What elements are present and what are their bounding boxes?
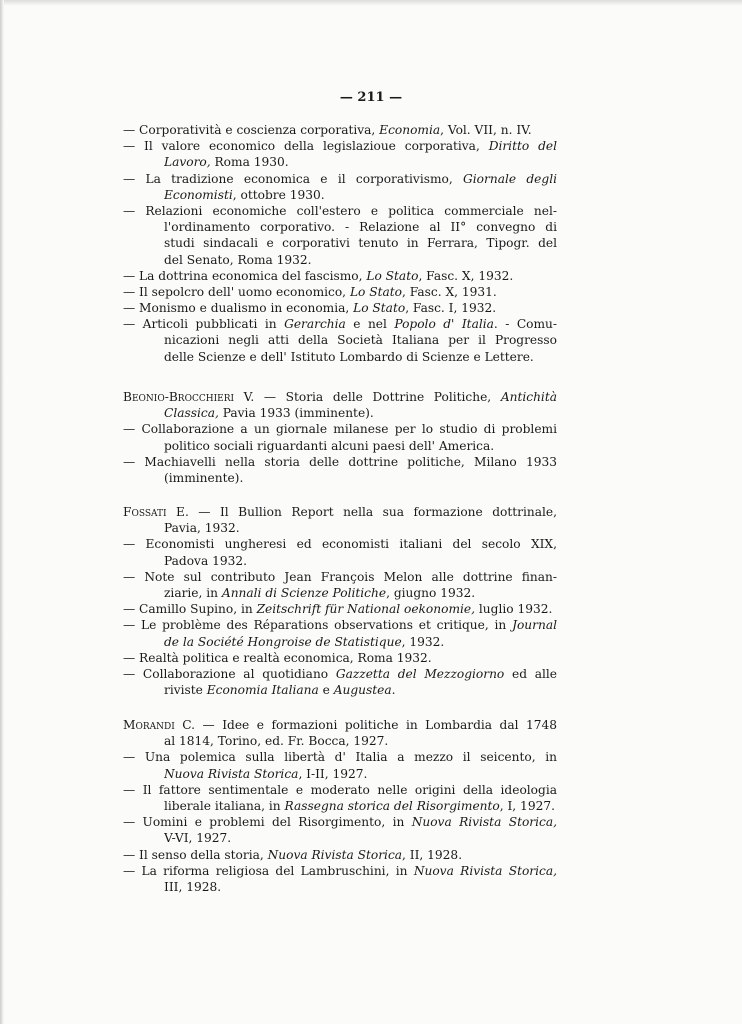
bibliography-entry (123, 268, 557, 284)
entry-line (164, 405, 557, 421)
entry-text: , Vol. VII, n. IV. (440, 123, 532, 137)
entry-text: — Collaborazione a un giornale milanese per lo studio di problemi (123, 422, 557, 437)
entry-line (123, 316, 557, 332)
publication-title: Augustea (333, 683, 392, 698)
entry-text: . (391, 683, 396, 698)
bibliography-entry (123, 569, 557, 601)
bibliography-section-fossati (123, 504, 557, 698)
entry-text: , I, 1927. (499, 798, 555, 813)
entry-text: — Note sul contributo Jean François Melon alle dottrine finan- (123, 569, 557, 584)
entry-text: del Senato, Roma 1932. (164, 252, 312, 267)
entry-line (123, 782, 557, 798)
entry-text: , Fasc. X, 1932. (418, 268, 514, 283)
entry-line (123, 138, 557, 154)
entry-text: — Collaborazione al quotidiano (123, 666, 336, 681)
entry-text: — Uomini e problemi del Risorgimento, in (123, 815, 412, 830)
entry-text: , 1932. (401, 634, 445, 649)
entry-line (123, 203, 557, 219)
entry-text: , II, 1928. (402, 847, 463, 862)
entry-text: luglio 1932. (475, 602, 553, 617)
bibliography-entry (123, 814, 557, 846)
entry-line (123, 421, 557, 437)
entry-line (164, 154, 557, 170)
bibliography-entry (123, 421, 557, 453)
bibliography-entry (123, 284, 557, 300)
entry-text: politico sociali riguardanti alcuni paesi dell' America. (164, 438, 495, 453)
publication-title: Economia Italiana (206, 683, 319, 698)
entry-text: V. — Storia delle Dottrine Politiche, (234, 390, 501, 404)
entry-text: e nel (345, 317, 395, 332)
bibliography-entry (123, 300, 557, 316)
entry-text: — La tradizione economica e il corporativismo, (123, 171, 464, 186)
entry-text: — Camillo Supino, in (123, 602, 257, 617)
entry-line (123, 617, 557, 633)
entry-text: ed alle (504, 666, 557, 681)
bibliography-entry (123, 847, 557, 863)
publication-title: Annali di Scienze Politiche (221, 585, 387, 600)
entry-line (123, 847, 557, 863)
entry-line (164, 252, 557, 268)
publication-title: Diritto del (488, 139, 557, 154)
entry-text: , I-II, 1927. (298, 766, 368, 781)
bibliography-entry (123, 138, 557, 170)
bibliography-entry (123, 203, 557, 268)
publication-title: Classica, (164, 406, 219, 421)
entry-text: , Fasc. I, 1932. (405, 301, 497, 316)
entry-line (123, 284, 557, 300)
entry-text: Roma 1930. (210, 155, 289, 170)
publication-title: Economisti (164, 187, 233, 202)
bibliography-entry (123, 389, 557, 421)
entry-line (164, 349, 557, 365)
entry-line (123, 650, 557, 666)
entry-text: Pavia 1933 (imminente). (218, 406, 374, 421)
entry-text: III, 1928. (164, 879, 222, 894)
entry-line (123, 569, 557, 585)
entry-line (164, 332, 557, 348)
entry-line (164, 634, 557, 650)
publication-title: Nuova Rivista Storica (164, 766, 299, 781)
publication-title: Lavoro, (164, 155, 211, 170)
publication-title: Journal (512, 618, 557, 633)
entry-text: C. — Idee e formazioni politiche in Lombardia dal 1748 (174, 718, 557, 732)
entry-line (164, 830, 557, 846)
bibliography-entry (123, 749, 557, 781)
entry-text: delle Scienze e dell' Istituto Lombardo di Scienze e Lettere. (164, 349, 534, 364)
entry-text: — Machiavelli nella storia delle dottrine politiche, Milano 1933 (123, 454, 557, 469)
entry-text: Padova 1932. (164, 553, 247, 568)
entry-text: , giugno 1932. (386, 585, 476, 600)
publication-title: Lo Stato (366, 268, 419, 283)
entry-line (123, 389, 557, 405)
bibliography-entry (123, 316, 557, 365)
entry-line (123, 536, 557, 552)
publication-title: Nuova Rivista Storica, (413, 863, 557, 878)
publication-title: Lo Stato (353, 301, 406, 316)
entry-text: — La dottrina economica del fascismo, (123, 268, 367, 283)
entry-text: ziarie, in (164, 585, 222, 600)
entry-text: — Realtà politica e realtà economica, Roma 1932. (123, 650, 432, 665)
entry-line (164, 879, 557, 895)
entry-text: — Il fattore sentimentale e moderato nelle origini della ideologia (123, 782, 557, 797)
entry-line (164, 682, 557, 698)
entry-line (123, 749, 557, 765)
publication-title: Gerarchia (284, 317, 346, 332)
entry-line (164, 438, 557, 454)
entry-text: — Una polemica sulla libertà d' Italia a mezzo il seicento, in (123, 750, 557, 765)
entry-text: studi sindacali e corporativi tenuto in Ferrara, Tipogr. del (164, 236, 557, 251)
entry-line (123, 863, 557, 879)
entry-line (123, 268, 557, 284)
bibliography-entry (123, 782, 557, 814)
publication-title: Zeitschrift für National oekonomie, (256, 602, 476, 617)
entry-line (123, 814, 557, 830)
entry-text: nicazioni negli atti della Società Italiana per il Progresso (164, 333, 557, 348)
entry-line (123, 666, 557, 682)
entry-text: — Il sepolcro dell' uomo economico, (123, 284, 350, 299)
bibliography-entry (123, 863, 557, 895)
entry-text: E. — Il Bullion Report nella sua formazione dottrinale, (166, 505, 557, 519)
entry-text: Pavia, 1932. (164, 521, 240, 536)
bibliography-entry (123, 617, 557, 649)
entry-line (123, 122, 557, 138)
bibliography-entry (123, 504, 557, 536)
entry-text: e (318, 683, 334, 698)
entry-line (123, 171, 557, 187)
entry-line (164, 553, 557, 569)
bibliography-entry (123, 122, 557, 138)
publication-title: Lo Stato (349, 284, 402, 299)
entry-text: — Il senso della storia, (123, 847, 268, 862)
bibliography-section-1 (123, 122, 557, 365)
bibliography-entry (123, 454, 557, 486)
entry-text: , Fasc. X, 1931. (402, 284, 497, 299)
entry-line (164, 733, 557, 749)
entry-line (164, 766, 557, 782)
bibliography-entry (123, 601, 557, 617)
entry-text: — Relazioni economiche coll'estero e politica commerciale nel- (123, 203, 557, 218)
entry-text: — Economisti ungheresi ed economisti italiani del secolo XIX, (123, 537, 557, 552)
publication-title: Nuova Rivista Storica, (411, 815, 557, 830)
entry-text: V-VI, 1927. (164, 831, 232, 846)
bibliography-section-morandi (123, 717, 557, 895)
entry-line (123, 717, 557, 733)
entry-line (123, 300, 557, 316)
entry-text: , ottobre 1930. (232, 187, 325, 202)
publication-title: Nuova Rivista Storica (267, 847, 403, 862)
entry-line (164, 470, 557, 486)
entry-line (164, 235, 557, 251)
entry-text: riviste (164, 683, 207, 698)
publication-title: Giornale degli (463, 171, 557, 186)
entry-text: — Il valore economico della legislazioue corporativa, (123, 139, 489, 154)
publication-title: Antichità (500, 390, 557, 404)
bibliography-entry (123, 650, 557, 666)
entry-line (164, 585, 557, 601)
author-name: Morandi (123, 718, 175, 732)
entry-text: — Corporatività e coscienza corporativa, (123, 123, 380, 137)
bibliography-section-beonio-brocchieri (123, 389, 557, 486)
entry-line (123, 504, 557, 520)
entry-line (164, 187, 557, 203)
entry-text: al 1814, Torino, ed. Fr. Bocca, 1927. (164, 734, 389, 749)
entry-text: — Articoli pubblicati in (123, 317, 285, 332)
entry-line (123, 454, 557, 470)
entry-text: . - Comu- (493, 317, 557, 332)
entry-text: — Monismo e dualismo in economia, (123, 301, 354, 316)
entry-text: — La riforma religiosa del Lambruschini, in (123, 863, 414, 878)
author-name: Fossati (123, 505, 167, 519)
entry-line (164, 219, 557, 235)
page-number: — 211 — (339, 90, 403, 105)
entry-text: — Le problème des Réparations observations et critique, in (123, 618, 513, 633)
entry-text: (imminente). (164, 470, 244, 485)
author-name: Beonio-Brocchieri (123, 390, 235, 404)
scan-top-edge (0, 0, 742, 6)
entry-text: l'ordinamento corporativo. - Relazione al II° convegno di (164, 220, 557, 235)
bibliography-entry (123, 536, 557, 568)
entry-line (164, 798, 557, 814)
publication-title: Popolo d' Italia (394, 317, 494, 332)
publication-title: Gazzetta del Mezzogiorno (335, 666, 505, 681)
publication-title: Rassegna storica del Risorgimento (284, 798, 500, 813)
bibliography-entry (123, 666, 557, 698)
scan-left-edge (0, 0, 4, 1024)
entry-line (164, 520, 557, 536)
entry-line (123, 601, 557, 617)
publication-title: de la Société Hongroise de Statistique (164, 634, 402, 649)
entry-text: liberale italiana, in (164, 798, 285, 813)
publication-title: Economia (379, 123, 441, 137)
bibliography-entry (123, 171, 557, 203)
bibliography-entry (123, 717, 557, 749)
